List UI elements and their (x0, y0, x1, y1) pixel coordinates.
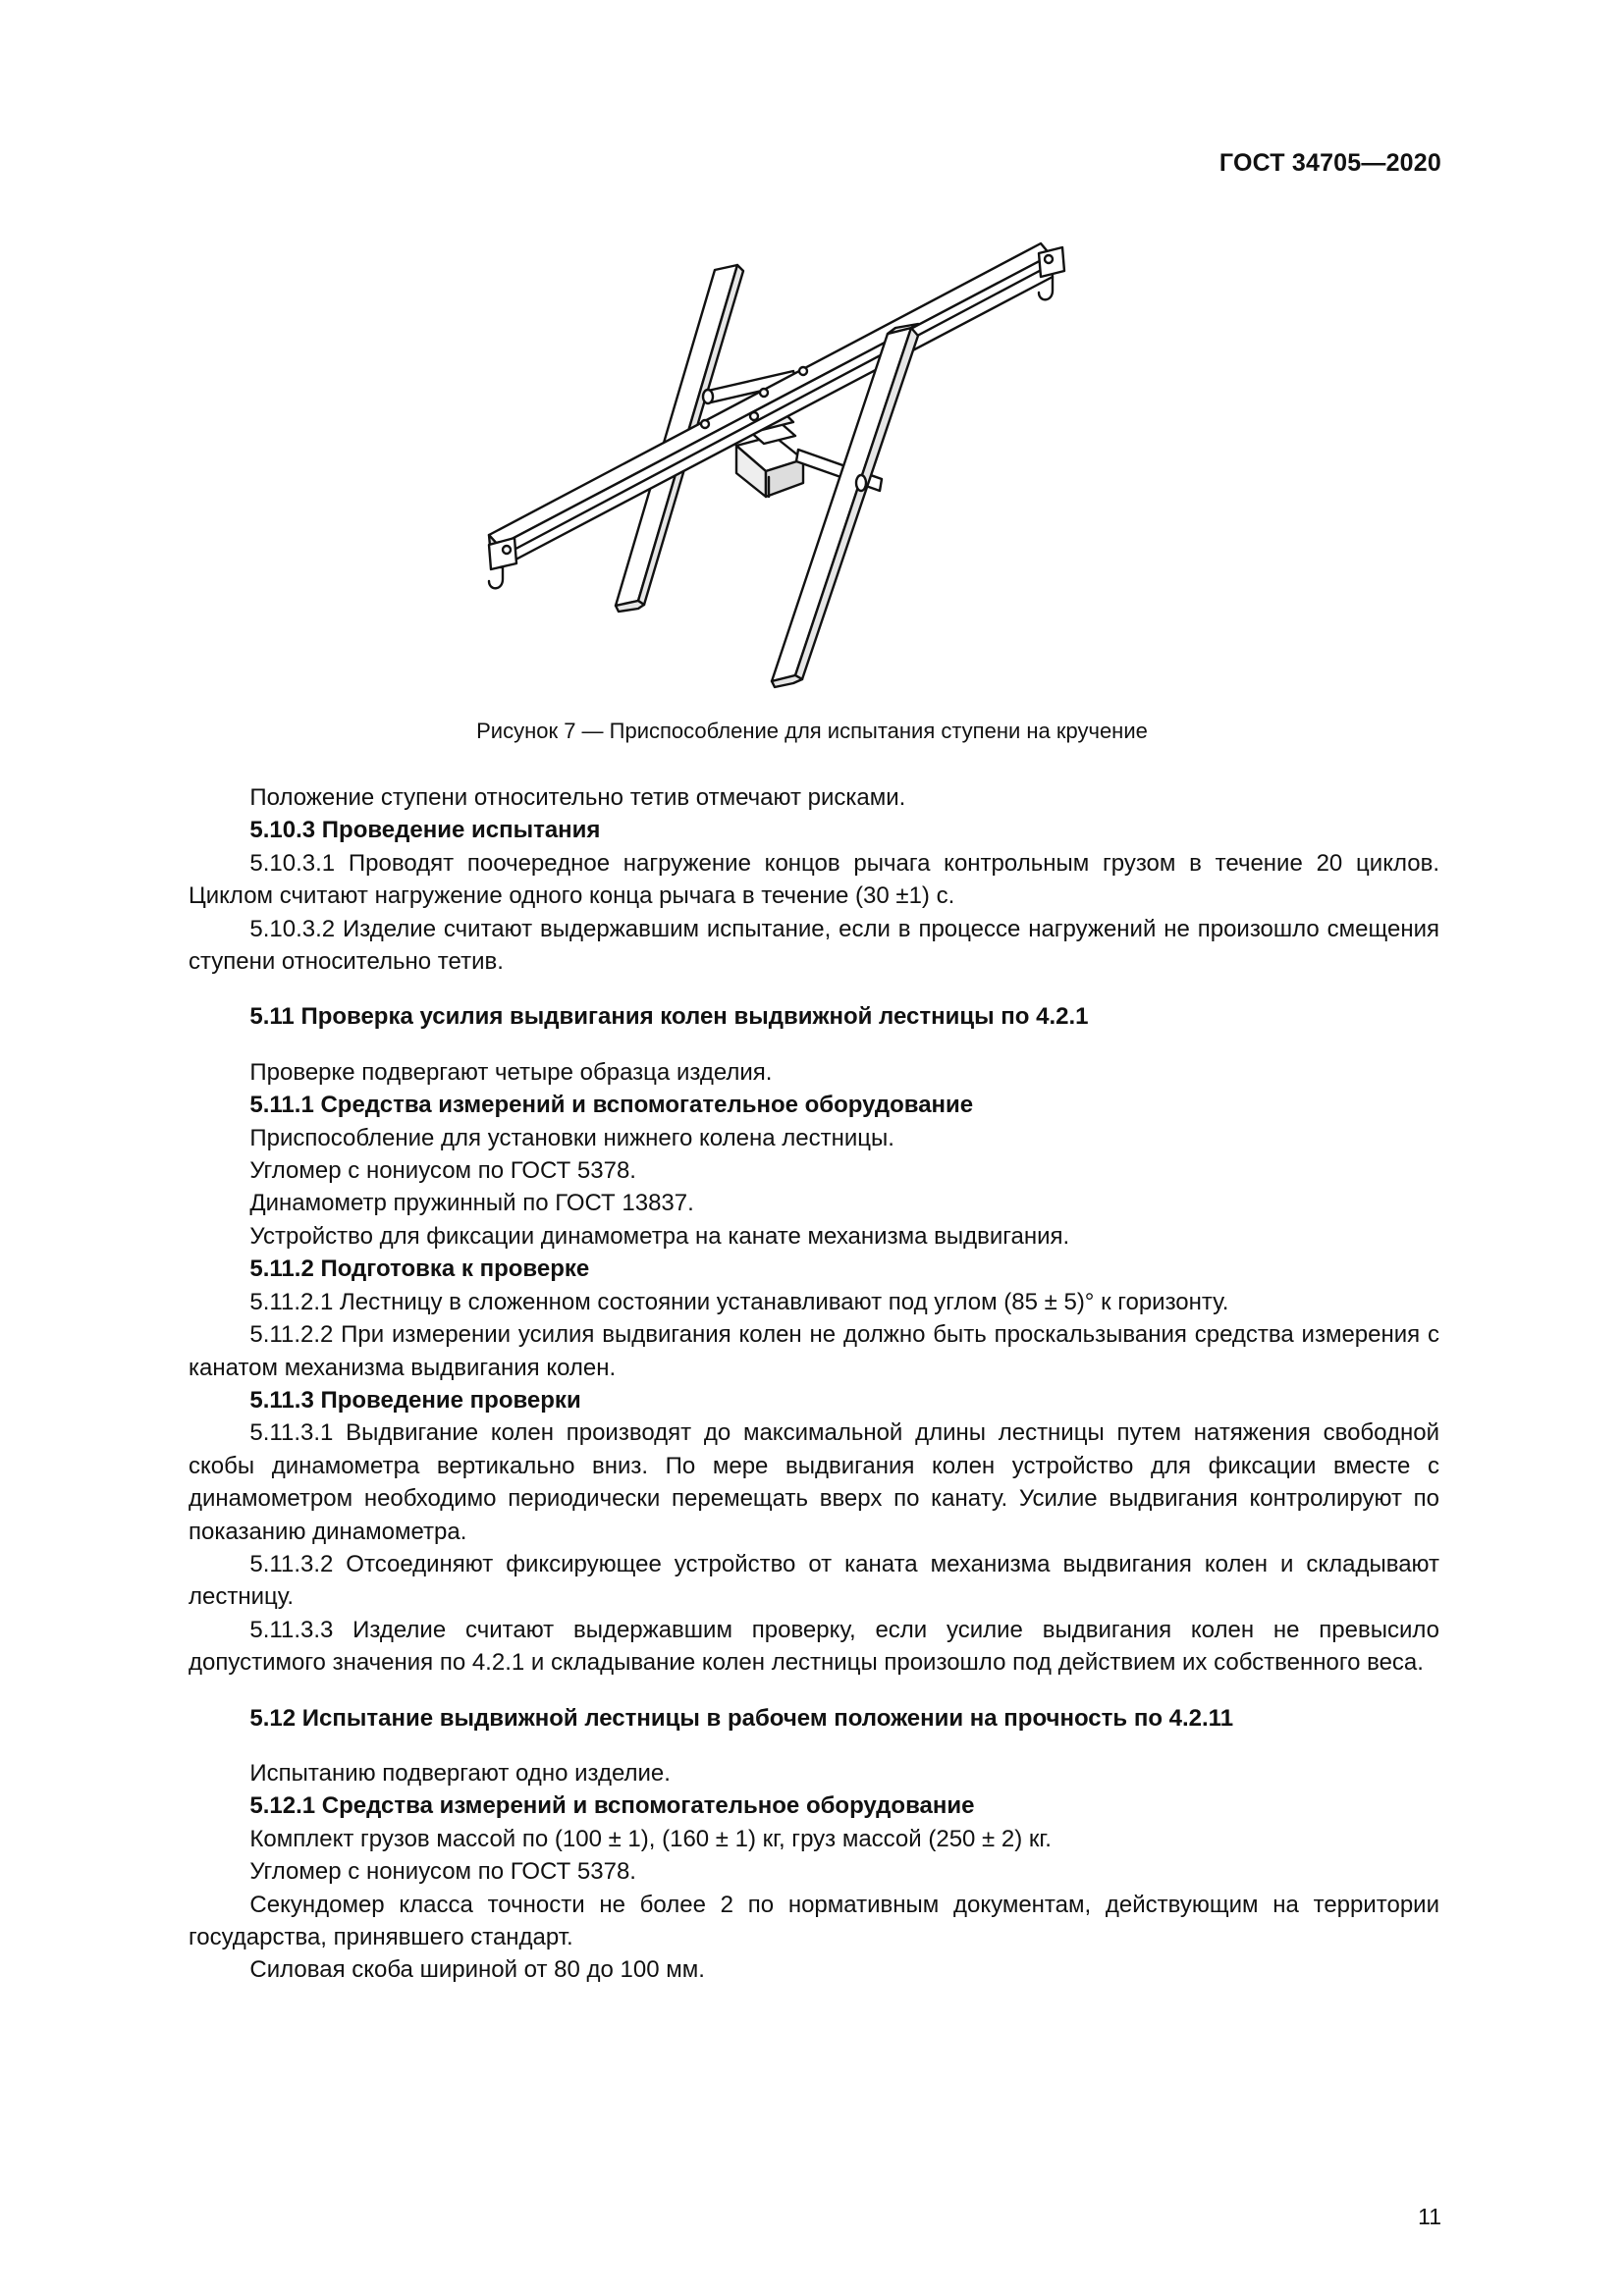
paragraph: Проверке подвергают четыре образца изделия. (249, 1058, 773, 1086)
page-number: 11 (1418, 2204, 1441, 2229)
paragraph: Динамометр пружинный по ГОСТ 13837. (249, 1190, 694, 1217)
section-heading: 5.11.2 Подготовка к проверке (249, 1255, 590, 1283)
paragraph: 5.10.3.2 Изделие считают выдержавшим испытание, если в процессе нагружений не произошло смещения ступени относительно тетив. (189, 915, 1439, 976)
paragraph: 5.11.2.2 При измерении усилия выдвигания колен не должно быть проскальзывания средства измерения с канатом механизма выдвигания колен. (189, 1321, 1439, 1381)
paragraph: 5.11.3.1 Выдвигание колен производят до максимальной длины лестницы путем натяжения свободной скобы динамометра вертикально вниз. По мере выдвигания колен устройство для фиксации вместе с динамометром необходимо периодически перемещать вверх по канату. Усилие выдвигания контролируют по показанию динамометра. (189, 1419, 1439, 1545)
document-header: ГОСТ 34705—2020 (1218, 149, 1441, 177)
paragraph: Приспособление для установки нижнего колена лестницы. (249, 1124, 894, 1151)
section-heading: 5.11.1 Средства измерений и вспомогательное оборудование (249, 1092, 974, 1119)
paragraph: Комплект грузов массой по (100 ± 1), (160 ± 1) кг, груз массой (250 ± 2) кг. (249, 1825, 1052, 1852)
ladder-step-torsion-fixture-drawing (469, 226, 1108, 697)
section-heading: 5.12.1 Средства измерений и вспомогательное оборудование (249, 1792, 975, 1820)
paragraph: 5.11.2.1 Лестницу в сложенном состоянии устанавливают под углом (85 ± 5)° к горизонту. (249, 1288, 1229, 1315)
figure-7 (469, 226, 1108, 697)
paragraph: Положение ступени относительно тетив отмечают рисками. (249, 784, 906, 811)
document-body (189, 781, 1439, 1987)
paragraph: Устройство для фиксации динамометра на канате механизма выдвигания. (249, 1222, 1070, 1250)
section-heading: 5.11 Проверка усилия выдвигания колен выдвижной лестницы по 4.2.1 (249, 1003, 1089, 1031)
section-heading: 5.11.3 Проведение проверки (249, 1386, 581, 1414)
figure-caption: Рисунок 7 — Приспособление для испытания ступени на кручение (476, 719, 1148, 743)
paragraph: Секундомер класса точности не более 2 по нормативным документам, действующим на территории государства, принявшего стандарт. (189, 1891, 1439, 1950)
paragraph: 5.11.3.2 Отсоединяют фиксирующее устройство от каната механизма выдвигания колен и складывают лестницу. (189, 1550, 1439, 1611)
paragraph: Силовая скоба шириной от 80 до 100 мм. (249, 1956, 705, 1984)
section-heading: 5.10.3 Проведение испытания (249, 817, 601, 844)
paragraph: Угломер с нониусом по ГОСТ 5378. (249, 1157, 636, 1185)
paragraph: 5.10.3.1 Проводят поочередное нагружение концов рычага контрольным грузом в течение 20 циклов. Циклом считают нагружение одного конца рычага в течение (30 ±1) с. (189, 849, 1439, 910)
paragraph: Угломер с нониусом по ГОСТ 5378. (249, 1858, 636, 1886)
paragraph: Испытанию подвергают одно изделие. (249, 1759, 671, 1787)
section-heading: 5.12 Испытание выдвижной лестницы в рабочем положении на прочность по 4.2.11 (249, 1704, 1234, 1732)
paragraph: 5.11.3.3 Изделие считают выдержавшим проверку, если усилие выдвигания колен не превысило допустимого значения по 4.2.1 и складывание колен лестницы произошло под действием их собственного веса. (189, 1616, 1439, 1677)
